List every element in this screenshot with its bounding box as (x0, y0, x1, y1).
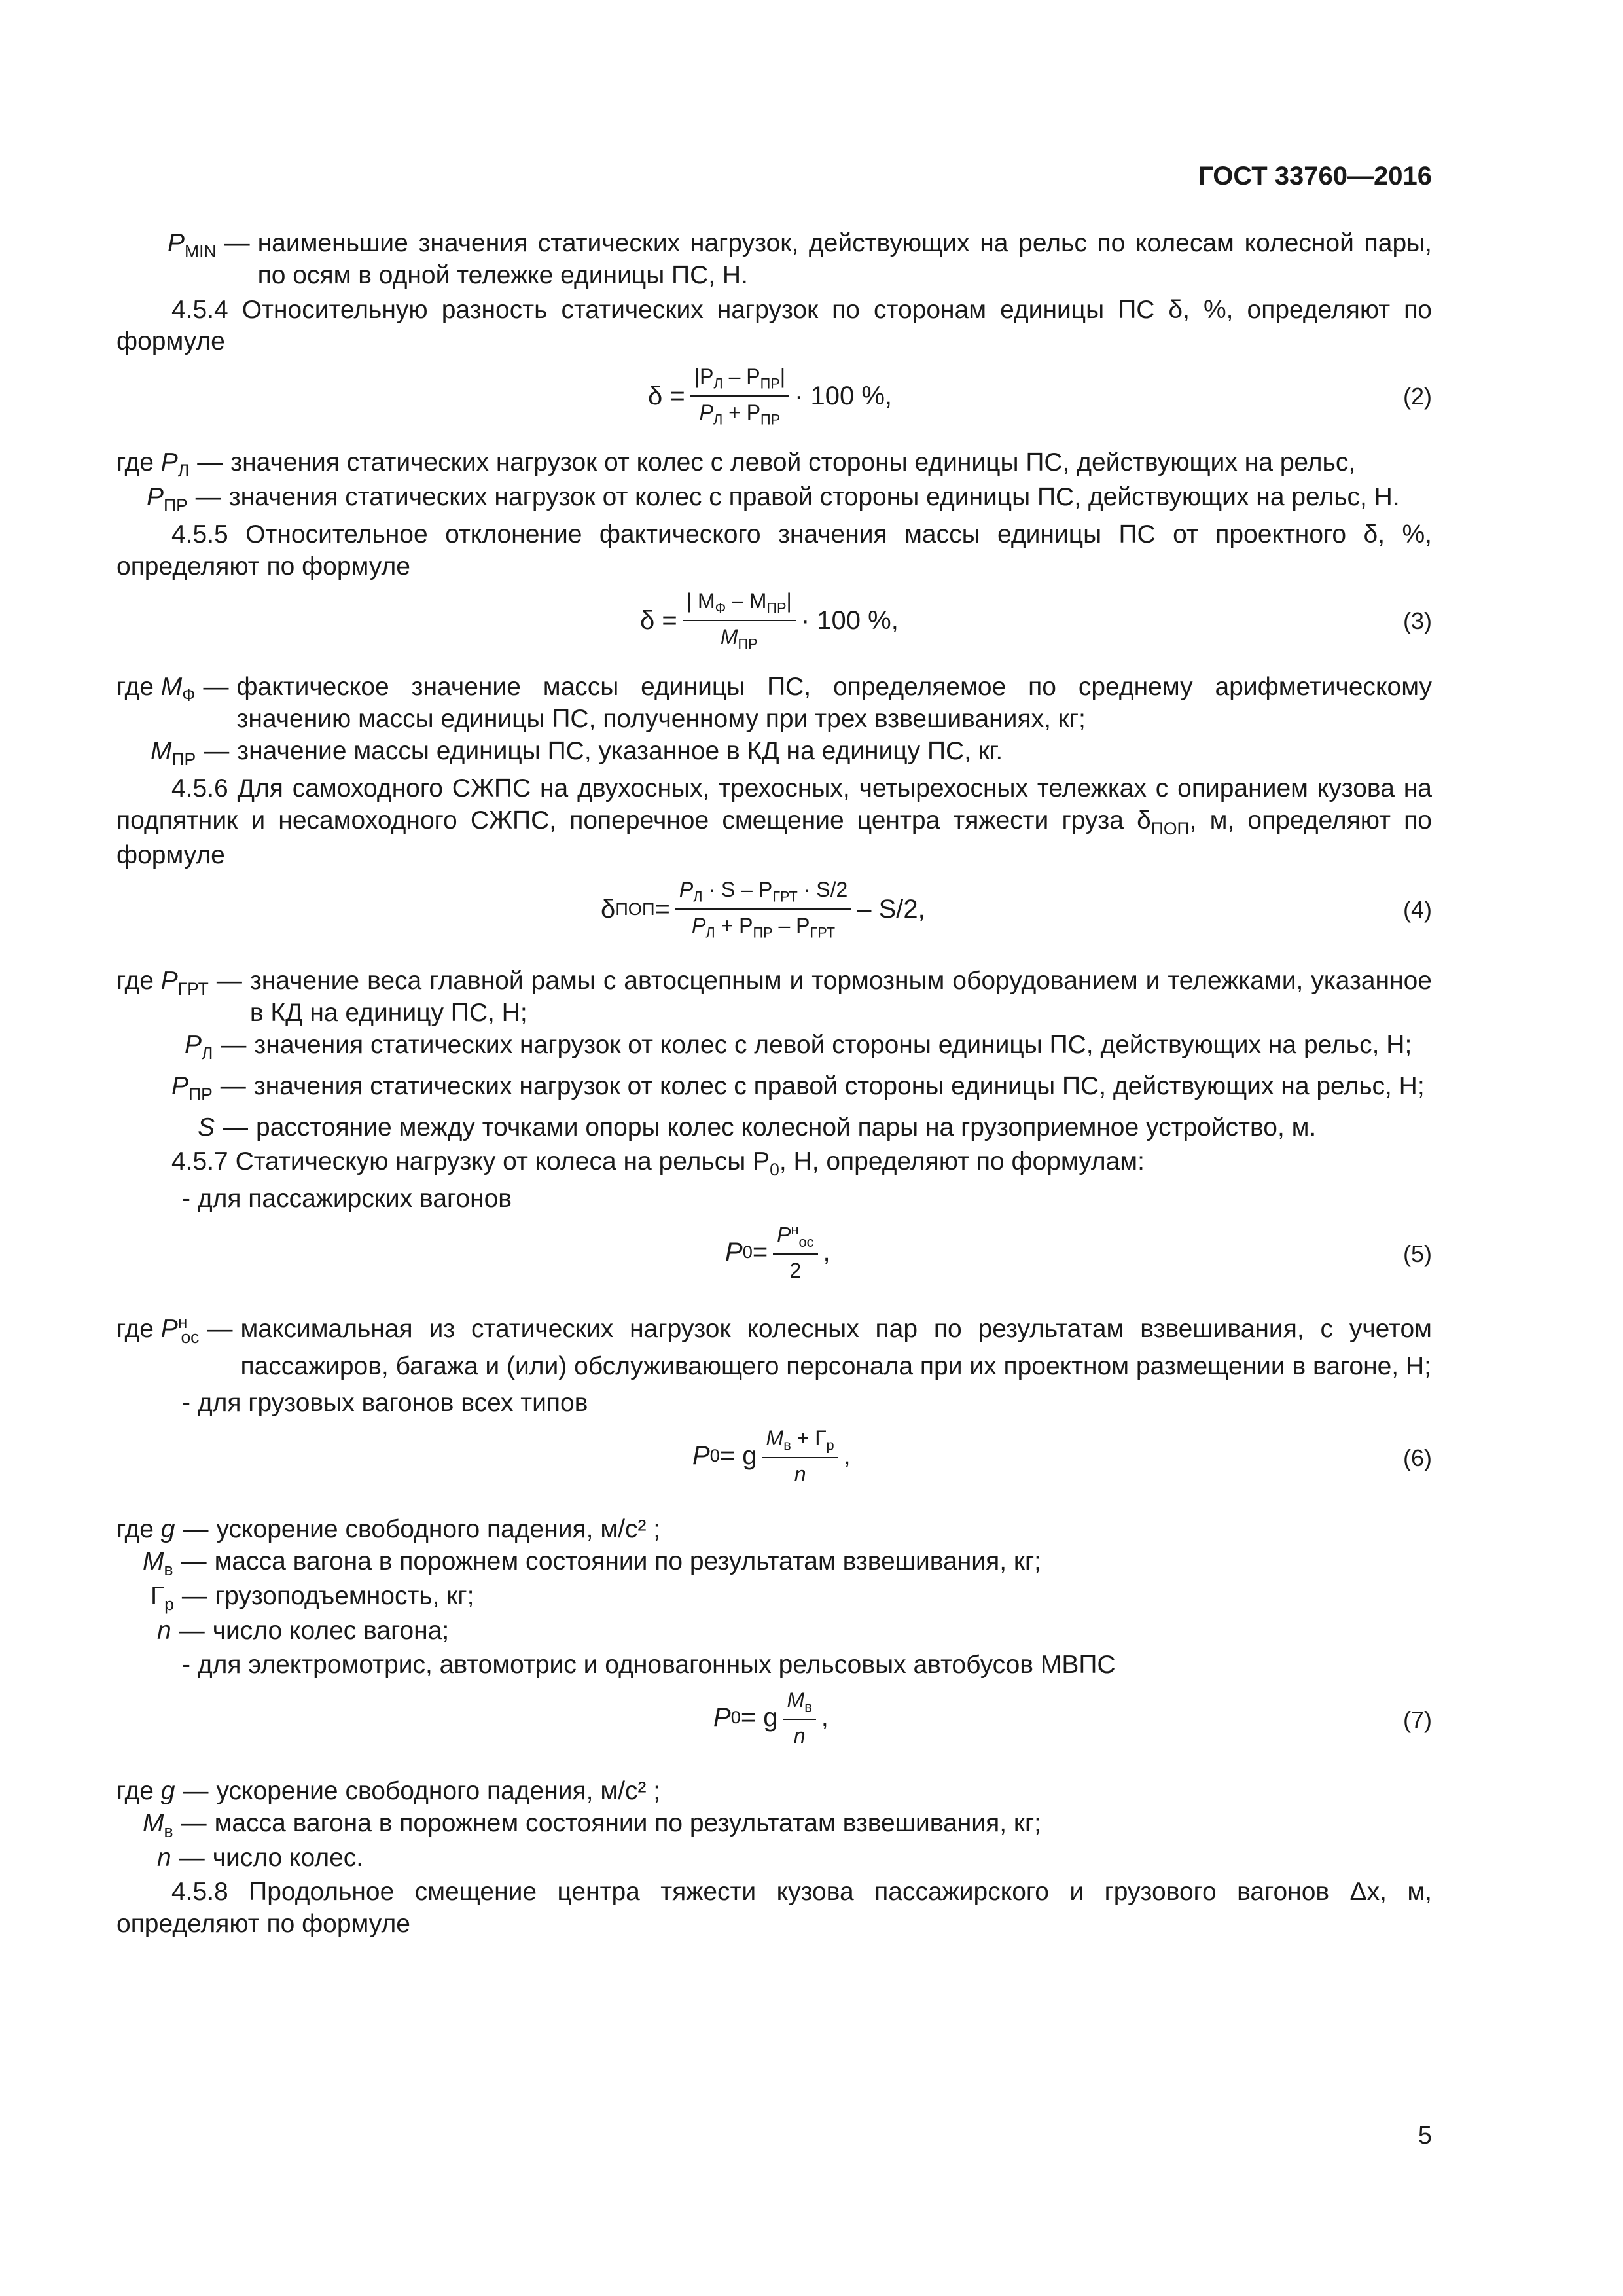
formula-5: P 0 = $\frac{P^н_{ос}}{2}$ , (5) (725, 1221, 1432, 1283)
formula-number: (2) (1403, 383, 1432, 410)
definition-mv-2: $M_в$ — масса вагона в порожнем состоянии по результатам взвешивания, кг; (143, 1808, 1041, 1841)
formula-6: P 0 = g $\frac{M_в + Г_р}{n}$ , (6) (692, 1426, 1432, 1486)
definition-pl-2: $P_Л$ — значения статических нагрузок от колес с левой стороны единицы ПС, действующих на рельс, Н; (185, 1030, 1412, 1063)
definition-n: n — число колес вагона; (157, 1616, 450, 1645)
definition-pmin: $P_{MIN}$ — наименьшие значения статических нагрузок, действующих на рельс по колесам колесной пары, по осям в одной тележке единицы ПС, Н. (168, 228, 1432, 292)
definition-s: S — расстояние между точками опоры колес колесной пары на грузоприемное устройство, м. (198, 1113, 1317, 1141)
definition-n-2: n — число колес. (157, 1843, 364, 1872)
document-code: ГОСТ 33760—2016 (1198, 162, 1432, 190)
definition-g-2: где g — ускорение свободного падения, м/с² ; (116, 1777, 661, 1806)
clause-4-5-5: 4.5.5 Относительное отклонение фактического значения массы единицы ПС от проектного δ, %, определяют по формуле (116, 520, 1432, 581)
formula-number: (7) (1403, 1706, 1432, 1734)
clause-4-5-7: 4.5.7 Статическую нагрузку от колеса на рельсы $P_0$, Н, определяют по формулам: (171, 1147, 1145, 1180)
definition-g: где g — ускорение свободного падения, м/с² ; (116, 1515, 661, 1543)
formula-number: (6) (1403, 1444, 1432, 1471)
list-item: - для грузовых вагонов всех типов (182, 1389, 588, 1418)
page-number: 5 (1418, 2122, 1432, 2149)
definition-gr: $Г_р$ — грузоподъемность, кг; (151, 1581, 474, 1614)
formula-3: δ = $\frac{| M_Ф - M_{ПР}|}{M_{ПР}}$ · 100 %, (3) (640, 589, 1432, 653)
clause-4-5-4: 4.5.4 Относительную разность статических нагрузок по сторонам единицы ПС δ, %, определяют по формуле (116, 295, 1432, 356)
definition-text: наименьшие значения статических нагрузок, действующих на рельс по колесам колесной пары, по осям в одной тележке единицы ПС, Н. (257, 229, 1432, 289)
list-item: - для пассажирских вагонов (182, 1185, 512, 1213)
definition-mpr: $M_{ПР}$ — значение массы единицы ПС, указанное в КД на единицу ПС, кг. (151, 736, 1003, 769)
formula-number: (4) (1403, 896, 1432, 924)
definition-mv: $M_в$ — масса вагона в порожнем состоянии по результатам взвешивания, кг; (143, 1547, 1041, 1579)
document-body (116, 228, 1432, 1941)
definition-pl: где $P_Л$ — значения статических нагрузок от колес с левой стороны единицы ПС, действующих на рельс, (116, 448, 1356, 480)
formula-number: (3) (1403, 607, 1432, 635)
definition-pgrt: где $P_{ГРТ}$ — значение веса главной рамы с автосцепным и тормозным оборудованием и тележками, указанное в КД на единицу ПС, Н; (116, 967, 1432, 1027)
definition-ppr: $P_{ПР}$ — значения статических нагрузок от колес с правой стороны единицы ПС, действующих на рельс, Н. (147, 482, 1400, 515)
definition-term: $P_{MIN}$ (168, 229, 217, 261)
formula-7: P 0 = g $\frac{M_в}{n}$ , (7) (713, 1688, 1432, 1748)
definition-mf: где $M_Ф$ — фактическое значение массы единицы ПС, определяемое по среднему арифметическому значению массы единицы ПС, полученному при трех взвешиваниях, кг; (116, 673, 1432, 734)
formula-number: (5) (1403, 1240, 1432, 1268)
formula-2: δ = $\frac{|P_Л - P_{ПР}|}{P_Л + P_{ПР}}$ · 100 %, (2) (648, 365, 1432, 427)
list-item: - для электромотрис, автомотрис и одновагонных рельсовых автобусов МВПС (182, 1651, 1116, 1679)
formula-4: δ ПОП = $\frac{P_Л \cdot S - P_{ГРТ} \cdot S/2}{P_Л + P_{ПР} - P_{ГРТ}}$ – S/2, (4) (601, 878, 1432, 941)
clause-4-5-8: 4.5.8 Продольное смещение центра тяжести кузова пассажирского и грузового вагонов Δx, м, определяют по формуле (116, 1878, 1432, 1939)
definition-ppr-2: $P_{ПР}$ — значения статических нагрузок от колес с правой стороны единицы ПС, действующих на рельс, Н; (171, 1071, 1425, 1104)
clause-4-5-6: 4.5.6 Для самоходного СЖПС на двухосных, трехосных, четырехосных тележках с опиранием кузова на подпятник и несамоходного СЖПС, поперечное смещение центра тяжести груза $\delta_{ПОП}$, м, определяют по формуле (116, 774, 1432, 869)
definition-pos: где $P^н_{ос}$ — максимальная из статических нагрузок колесных пар по результатам взвешивания, с учетом пассажиров, багажа и (или) обслуживающего персонала при их проектном размещении в вагоне, Н; (116, 1312, 1432, 1380)
fraction: $\frac{|P_Л - P_{ПР}|}{P_Л + P_{ПР}}$ (690, 363, 789, 428)
